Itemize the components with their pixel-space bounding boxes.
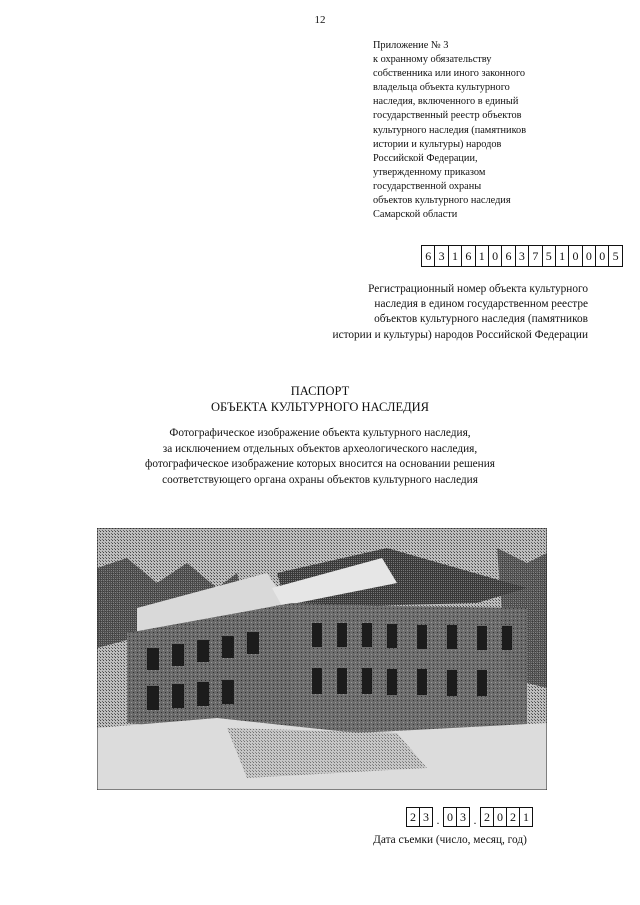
registration-digit: 0	[596, 246, 609, 266]
date-digit: 2	[407, 808, 420, 826]
date-day	[406, 807, 433, 827]
appendix-line: государственный реестр объектов	[373, 110, 522, 122]
date-caption: Дата съемки (число, месяц, год)	[373, 834, 527, 846]
registration-digit: 5	[612, 249, 619, 263]
appendix-line: к охранному обязательству	[373, 54, 492, 66]
title-line: ПАСПОРТ	[290, 384, 350, 398]
appendix-line: государственной охраны	[373, 180, 482, 192]
photo-caption-line: фотографическое изображение которых вносится на основании решения	[145, 458, 495, 471]
registration-digit: 6	[422, 246, 435, 266]
appendix-line: владельца объекта культурного	[373, 82, 510, 94]
date-separator: .	[436, 813, 440, 827]
registration-digit: 1	[449, 246, 462, 266]
registration-caption	[168, 282, 588, 343]
page-number: 12	[314, 14, 326, 26]
photo-caption	[0, 426, 640, 488]
passport-title	[0, 383, 640, 415]
registration-caption-line: наследия в едином государственном реестре	[374, 298, 588, 311]
registration-digit: 0	[583, 246, 596, 266]
registration-number-boxes	[421, 245, 623, 267]
title-line: ОБЪЕКТА КУЛЬТУРНОГО НАСЛЕДИЯ	[211, 400, 429, 414]
appendix-line: Приложение № 3	[373, 40, 449, 51]
registration-digit: 5	[543, 246, 556, 266]
appendix-line: культурного наследия (памятников	[373, 124, 527, 136]
date-digit: 0	[494, 808, 507, 826]
registration-caption-line: истории и культуры) народов Российской Федерации	[332, 328, 588, 341]
registration-digit: 7	[529, 246, 542, 266]
appendix-line: утвержденному приказом	[373, 166, 486, 178]
photo-caption-line: Фотографическое изображение объекта культурного наследия,	[169, 427, 471, 439]
date-separator: .	[473, 813, 477, 827]
registration-caption-line: Регистрационный номер объекта культурного	[368, 283, 588, 295]
photo-wall-side	[292, 603, 527, 738]
date-boxes	[406, 807, 533, 827]
registration-digit: 6	[502, 246, 515, 266]
registration-digit: 1	[476, 246, 489, 266]
appendix-line: Самарской области	[373, 209, 458, 221]
date-digit: 2	[481, 808, 494, 826]
appendix-line: истории и культуры) народов	[373, 138, 502, 150]
appendix-line: объектов культурного наследия	[373, 195, 511, 207]
registration-digit: 3	[435, 246, 448, 266]
registration-digit: 0	[489, 246, 502, 266]
date-digit: 3	[423, 810, 429, 824]
appendix-block	[373, 39, 588, 222]
registration-digit: 0	[569, 246, 582, 266]
registration-digit: 1	[556, 246, 569, 266]
appendix-line: наследия, включенного в единый	[373, 96, 519, 108]
appendix-line: Российской Федерации,	[373, 152, 478, 164]
date-digit: 2	[507, 808, 520, 826]
date-year	[480, 807, 533, 827]
date-digit: 0	[444, 808, 457, 826]
photo-caption-line: за исключением отдельных объектов археологического наследия,	[162, 442, 478, 455]
registration-digit: 3	[516, 246, 529, 266]
photo-caption-line: соответствующего органа охраны объектов культурного наследия	[162, 473, 478, 486]
building-photo	[97, 528, 547, 790]
date-digit: 1	[523, 810, 529, 824]
date-month	[443, 807, 470, 827]
date-digit: 3	[460, 810, 466, 824]
registration-caption-line: объектов культурного наследия (памятников	[374, 313, 588, 326]
appendix-line: собственника или иного законного	[373, 68, 526, 80]
registration-digit: 6	[462, 246, 475, 266]
